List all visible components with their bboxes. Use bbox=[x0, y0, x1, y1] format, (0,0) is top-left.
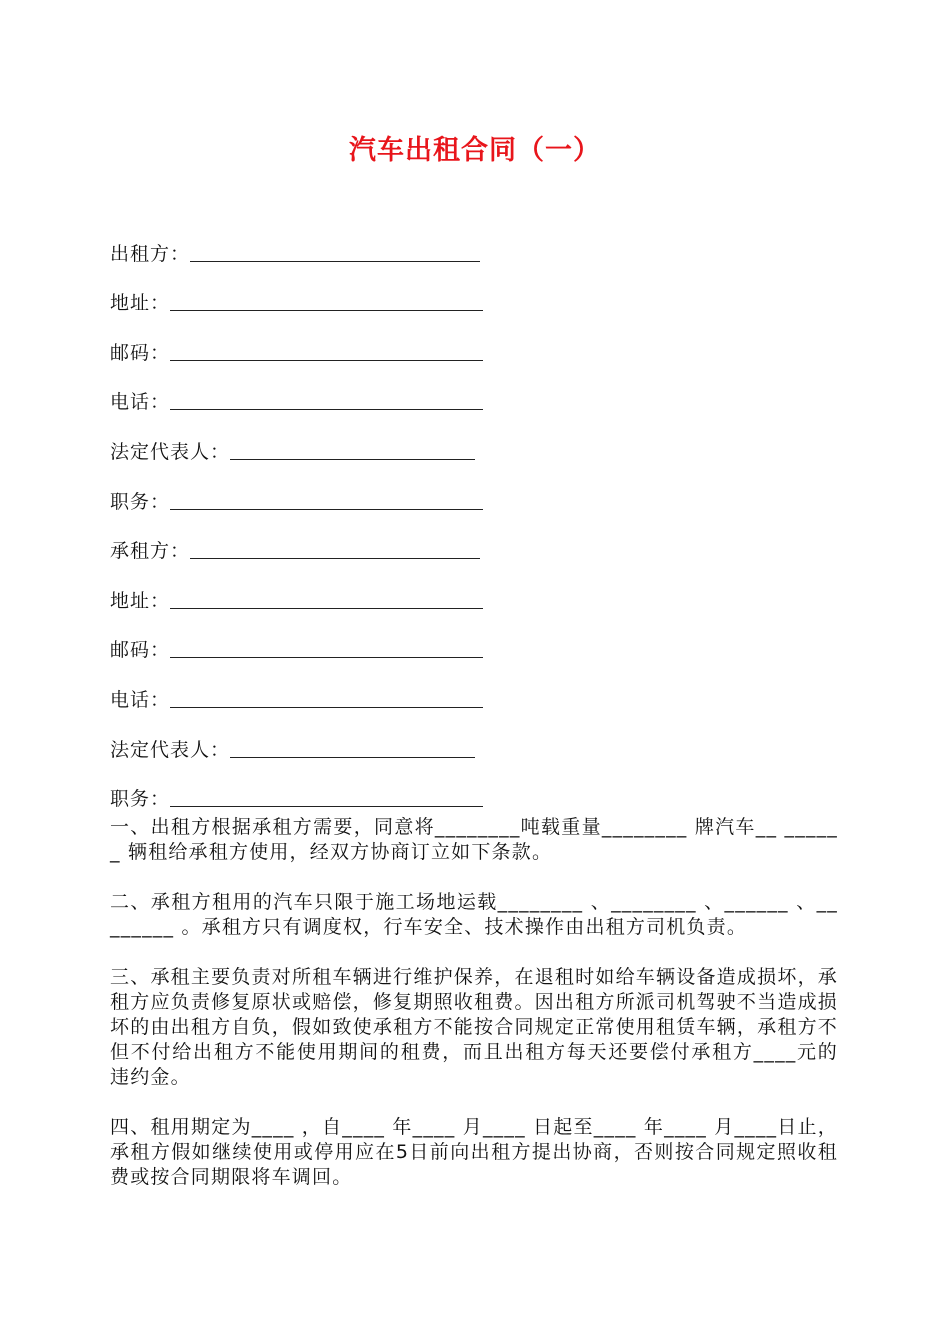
clause-4: 四、租用期定为____ ，自____ 年____ 月____ 日起至____ 年____ 月____日止，承租方假如继续使用或停用应在5日前向出租方提出协商，否则按合同规定照收租费或按合同期限将车调回。 bbox=[110, 1116, 838, 1188]
clause-2: 二、承租方租用的汽车只限于施工场地运载________ 、________ 、______ 、________ 。承租方只有调度权，行车安全、技术操作由出租方司机负责。 bbox=[110, 891, 838, 938]
field-label: 电话： bbox=[110, 688, 171, 711]
lessor-phone-field bbox=[110, 367, 510, 417]
lessee-representative-field bbox=[110, 714, 510, 764]
field-label: 职务： bbox=[110, 788, 171, 811]
lessor-address-field bbox=[110, 268, 510, 318]
fill-in-line bbox=[170, 588, 483, 609]
fill-in-line bbox=[190, 241, 480, 262]
field-label: 职务： bbox=[110, 490, 171, 513]
fill-in-line bbox=[170, 786, 483, 807]
contract-clauses bbox=[110, 815, 838, 1215]
document-title: 汽车出租合同（一） bbox=[349, 135, 601, 166]
fill-in-line bbox=[230, 439, 475, 460]
field-label: 地址： bbox=[110, 589, 171, 612]
field-label: 法定代表人： bbox=[110, 738, 231, 761]
field-label: 承租方： bbox=[110, 540, 191, 563]
fill-in-line bbox=[170, 489, 483, 510]
lessee-postcode-field bbox=[110, 615, 510, 665]
fill-in-line bbox=[230, 737, 475, 758]
fill-in-line bbox=[170, 389, 483, 410]
lessor-postcode-field bbox=[110, 317, 510, 367]
lessor-representative-field bbox=[110, 416, 510, 466]
fill-in-line bbox=[170, 290, 483, 311]
fill-in-line bbox=[170, 637, 483, 658]
clause-3: 三、承租主要负责对所租车辆进行维护保养，在退租时如给车辆设备造成损坏，承租方应负责修复原状或赔偿，修复期照收租费。因出租方所派司机驾驶不当造成损坏的由出租方自负，假如致使承租方不能按合同规定正常使用租赁车辆，承租方不但不付给出租方不能使用期间的租费，而且出租方每天还要偿付承租方____元的违约金。 bbox=[110, 966, 838, 1088]
lessor-name-field bbox=[110, 218, 510, 268]
field-label: 邮码： bbox=[110, 341, 171, 364]
lessor-position-field bbox=[110, 466, 510, 516]
field-label: 邮码： bbox=[110, 639, 171, 662]
field-label: 电话： bbox=[110, 391, 171, 414]
lessee-name-field bbox=[110, 516, 510, 566]
lessee-position-field bbox=[110, 764, 510, 814]
fill-in-line bbox=[190, 538, 480, 559]
lessee-address-field bbox=[110, 565, 510, 615]
fill-in-line bbox=[170, 340, 483, 361]
field-label: 法定代表人： bbox=[110, 440, 231, 463]
fill-in-line bbox=[170, 687, 483, 708]
field-label: 出租方： bbox=[110, 242, 191, 265]
field-label: 地址： bbox=[110, 292, 171, 315]
clause-1: 一、出租方根据承租方需要，同意将________吨载重量________ 牌汽车__ ______ 辆租给承租方使用，经双方协商订立如下条款。 bbox=[110, 816, 838, 863]
party-fields bbox=[110, 218, 510, 813]
lessee-phone-field bbox=[110, 664, 510, 714]
